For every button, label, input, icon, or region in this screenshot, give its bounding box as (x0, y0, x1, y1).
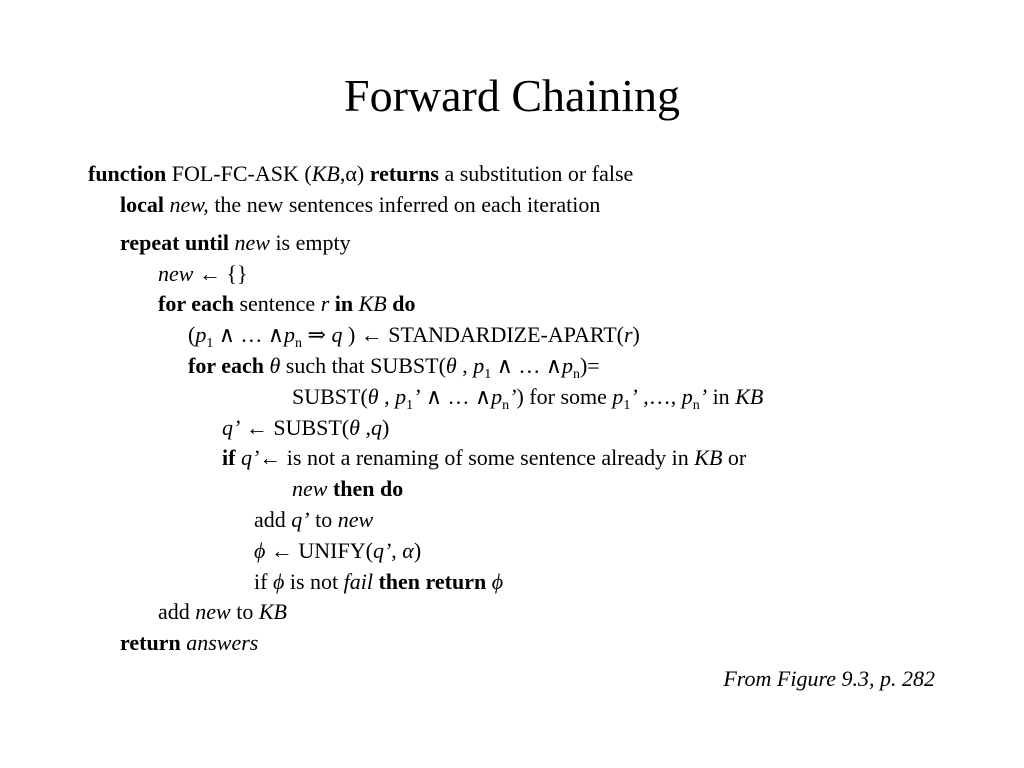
variable: new, (169, 192, 209, 217)
subscript: 1 (406, 398, 414, 413)
keyword: in (334, 291, 354, 316)
code-text: , (391, 538, 403, 563)
variable: KB (694, 445, 723, 470)
variable: p (612, 384, 624, 409)
variable: KB (311, 161, 340, 186)
code-text: ( (188, 322, 196, 347)
keyword: for each (188, 353, 264, 378)
code-line (222, 444, 746, 472)
variable: new (195, 599, 231, 624)
variable: p (561, 353, 573, 378)
variable: r (320, 291, 330, 316)
code-text: is not (284, 569, 344, 594)
code-line (254, 568, 503, 596)
keyword: do (392, 291, 416, 316)
variable: ϕ (491, 569, 504, 594)
code-text: is empty (269, 230, 351, 255)
variable: p (473, 353, 485, 378)
code-text: SUBST( (292, 384, 368, 409)
code-line (158, 598, 287, 626)
variable: θ (445, 353, 457, 378)
variable: KB (258, 599, 287, 624)
code-line (120, 229, 351, 257)
variable: α (402, 538, 414, 563)
variable: p (395, 384, 407, 409)
figure-caption: From Figure 9.3, p. 282 (723, 666, 935, 691)
keyword: return (120, 630, 181, 655)
code-line (292, 383, 763, 411)
variable: ϕ (272, 569, 285, 594)
variable: p (491, 384, 503, 409)
code-text: ← is not a renaming of some sentence already in (259, 445, 695, 470)
variable: ’ (630, 384, 638, 409)
code-line (188, 352, 600, 380)
subscript: 1 (206, 336, 214, 351)
variable: new (292, 476, 328, 501)
code-text: ← SUBST( (240, 415, 350, 440)
code-line (158, 260, 248, 288)
variable: q’ (240, 445, 260, 470)
code-text: ) (632, 322, 640, 347)
code-line (188, 321, 640, 349)
variable: new (337, 507, 374, 532)
variable: q (331, 322, 343, 347)
subscript: 1 (484, 367, 492, 382)
code-text: ← UNIFY( (265, 538, 373, 563)
subscript: n (572, 367, 580, 382)
code-text: , (378, 384, 396, 409)
keyword: then do (332, 476, 404, 501)
variable: KB (358, 291, 387, 316)
code-text: ,…, (637, 384, 682, 409)
code-text: to (309, 507, 338, 532)
slide-title: Forward Chaining (343, 70, 680, 121)
variable: ’ (413, 384, 421, 409)
subscript: n (692, 398, 700, 413)
code-text: )= (579, 353, 600, 378)
variable: fail (343, 569, 373, 594)
code-text: ∧ … ∧ (213, 322, 285, 347)
keyword: returns (369, 161, 439, 186)
variable: θ (367, 384, 379, 409)
variable: KB (735, 384, 764, 409)
code-line (254, 506, 373, 534)
variable: θ (349, 415, 360, 440)
code-text: add (254, 507, 292, 532)
variable: ’ (699, 384, 708, 409)
code-text: ) (413, 538, 422, 563)
code-line (88, 160, 633, 188)
code-text: , (359, 415, 371, 440)
code-line (292, 475, 403, 503)
variable: θ (269, 353, 281, 378)
subscript: n (295, 336, 303, 351)
variable: new (234, 230, 270, 255)
code-text: ,α) (339, 161, 370, 186)
keyword: then return (378, 569, 487, 594)
variable: p (195, 322, 207, 347)
code-text: ∧ … ∧ (491, 353, 562, 378)
variable: q’ (222, 415, 241, 440)
variable: p (284, 322, 296, 347)
code-line (120, 191, 600, 219)
code-text: a substitution or false (438, 161, 634, 186)
code-line (254, 537, 421, 565)
variable: ϕ (254, 538, 266, 563)
code-text: , (456, 353, 474, 378)
variable: r (623, 322, 633, 347)
code-text: to (230, 599, 259, 624)
code-text: ) ← STANDARDIZE-APART( (342, 322, 624, 347)
code-line (120, 629, 258, 657)
variable: p (681, 384, 693, 409)
code-text: FOL-FC-ASK ( (166, 161, 312, 186)
code-text: in (707, 384, 736, 409)
code-text: ∧ … ∧ (420, 384, 492, 409)
keyword: if (222, 445, 236, 470)
code-text: if (254, 569, 273, 594)
variable: ’ (509, 384, 517, 409)
keyword: function (88, 161, 167, 186)
code-line (222, 414, 389, 442)
variable: q’ (291, 507, 310, 532)
variable: answers (186, 630, 259, 655)
code-text: or (722, 445, 747, 470)
keyword: local (120, 192, 164, 217)
keyword: for each (158, 291, 234, 316)
code-text: ) for some (516, 384, 613, 409)
code-text: sentence (233, 291, 321, 316)
code-line (158, 290, 416, 318)
subscript: 1 (623, 398, 631, 413)
variable: q’ (372, 538, 392, 563)
variable: q (370, 415, 382, 440)
code-text: such that SUBST( (280, 353, 446, 378)
code-text: the new sentences inferred on each iteration (208, 192, 601, 217)
subscript: n (502, 398, 510, 413)
code-text: add (158, 599, 196, 624)
keyword: repeat until (120, 230, 229, 255)
variable: new (158, 261, 194, 286)
code-text: ⇒ (302, 322, 332, 347)
code-text: ) (381, 415, 390, 440)
code-text: ← {} (193, 261, 248, 286)
